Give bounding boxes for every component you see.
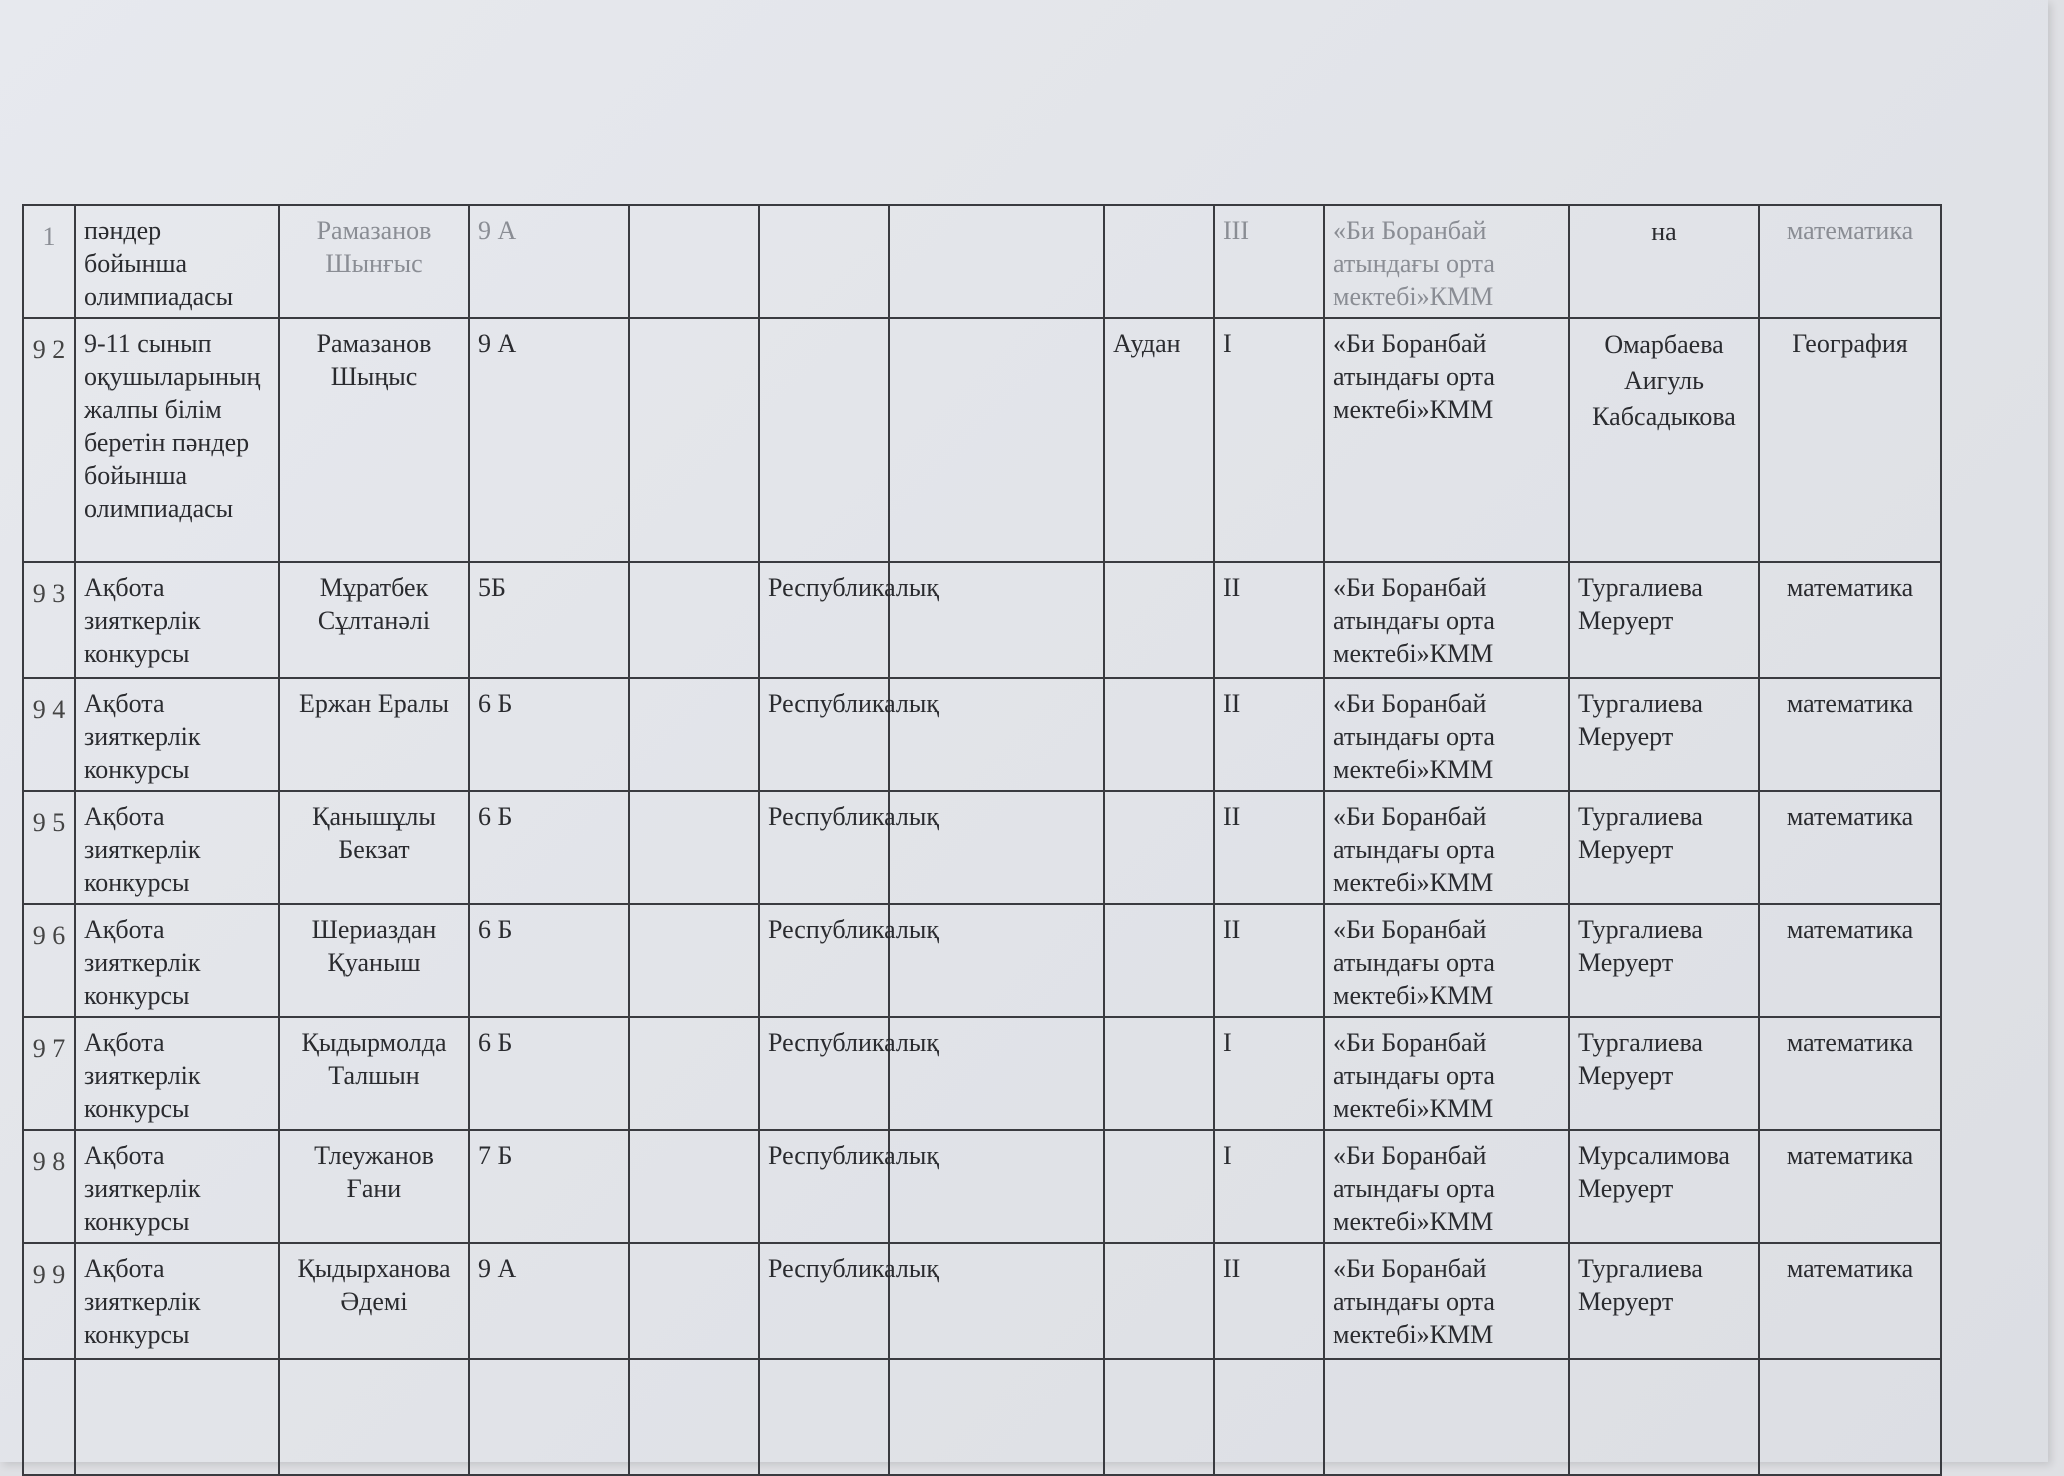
table-row (23, 791, 1941, 904)
school-cell: «Би Боранбай атындағы орта мектебі»КММ (1324, 904, 1569, 1017)
grade-cell: 6 Б (469, 1017, 629, 1130)
competition-cell: Ақбота зияткерлік конкурсы (75, 1130, 279, 1243)
grade-cell: 5Б (469, 562, 629, 678)
table-row (23, 318, 1941, 562)
teacher-cell (1569, 1359, 1759, 1475)
level2-cell (1104, 678, 1214, 791)
school-cell: «Би Боранбай атындағы орта мектебі»КММ (1324, 1017, 1569, 1130)
level2-cell (1104, 562, 1214, 678)
row-number: 9 8 (23, 1130, 75, 1243)
teacher-cell: Мурсалимова Меруерт (1569, 1130, 1759, 1243)
empty-cell (629, 1017, 759, 1130)
place-cell: ІІІ (1214, 205, 1324, 318)
empty-cell (889, 205, 1104, 318)
empty-cell (629, 318, 759, 562)
student-name: Ержан Ералы (279, 678, 469, 791)
subject-cell: математика (1759, 678, 1941, 791)
student-name: Рамазанов Шынғыс (279, 205, 469, 318)
subject-cell: математика (1759, 904, 1941, 1017)
empty-cell (1104, 205, 1214, 318)
school-cell (1324, 1359, 1569, 1475)
student-name: Шериаздан Қуаныш (279, 904, 469, 1017)
row-number: 9 9 (23, 1243, 75, 1359)
place-cell: ІІ (1214, 562, 1324, 678)
row-number: 9 2 (23, 318, 75, 562)
grade-cell: 7 Б (469, 1130, 629, 1243)
student-name: Қыдырханова Әдемі (279, 1243, 469, 1359)
subject-cell: математика (1759, 562, 1941, 678)
row-number: 1 (23, 205, 75, 318)
table-row-partial (23, 205, 1941, 318)
empty-cell (889, 1359, 1104, 1475)
student-name: Рамазанов Шыңыс (279, 318, 469, 562)
table-row (23, 678, 1941, 791)
grade-cell: 6 Б (469, 678, 629, 791)
school-cell: «Би Боранбай атындағы орта мектебі»КММ (1324, 678, 1569, 791)
empty-cell (629, 1359, 759, 1475)
results-table (22, 204, 1942, 1476)
subject-cell: математика (1759, 791, 1941, 904)
subject-cell: математика (1759, 205, 1941, 318)
level2-cell (1104, 791, 1214, 904)
subject-cell: математика (1759, 1017, 1941, 1130)
subject-cell: математика (1759, 1243, 1941, 1359)
competition-cell: Ақбота зияткерлік конкурсы (75, 562, 279, 678)
place-cell: І (1214, 1017, 1324, 1130)
competition-cell: Ақбота зияткерлік конкурсы (75, 1243, 279, 1359)
student-name: Мұратбек Сұлтанәлі (279, 562, 469, 678)
level-cell: Республикалық (759, 791, 889, 904)
grade-cell: 9 А (469, 205, 629, 318)
level-cell (759, 318, 889, 562)
grade-cell: 9 А (469, 1243, 629, 1359)
row-number: 9 7 (23, 1017, 75, 1130)
row-number: 9 3 (23, 562, 75, 678)
school-cell: «Би Боранбай атындағы орта мектебі»КММ (1324, 205, 1569, 318)
level-cell (759, 1359, 889, 1475)
row-number: 9 4 (23, 678, 75, 791)
place-cell: ІІ (1214, 1243, 1324, 1359)
empty-cell (629, 791, 759, 904)
empty-cell (629, 904, 759, 1017)
table-row (23, 1243, 1941, 1359)
empty-cell (629, 1130, 759, 1243)
subject-cell (1759, 1359, 1941, 1475)
row-number: 9 6 (23, 904, 75, 1017)
school-cell: «Би Боранбай атындағы орта мектебі»КММ (1324, 318, 1569, 562)
school-cell: «Би Боранбай атындағы орта мектебі»КММ (1324, 1243, 1569, 1359)
row-number: 9 5 (23, 791, 75, 904)
empty-cell (629, 562, 759, 678)
grade-cell: 9 А (469, 318, 629, 562)
empty-cell (889, 318, 1104, 562)
grade-cell: 6 Б (469, 791, 629, 904)
teacher-cell: Тургалиева Меруерт (1569, 562, 1759, 678)
competition-cell: Ақбота зияткерлік конкурсы (75, 678, 279, 791)
table-row (23, 904, 1941, 1017)
place-cell: ІІ (1214, 904, 1324, 1017)
empty-cell (629, 1243, 759, 1359)
empty-cell (629, 678, 759, 791)
level-cell: Республикалық (759, 1243, 889, 1359)
empty-cell (759, 205, 889, 318)
subject-cell: География (1759, 318, 1941, 562)
level2-cell (1104, 1359, 1214, 1475)
teacher-cell: на (1569, 205, 1759, 318)
level2-cell (1104, 1017, 1214, 1130)
grade-cell (469, 1359, 629, 1475)
level-cell: Республикалық (759, 1130, 889, 1243)
level-cell: Республикалық (759, 1017, 889, 1130)
place-cell (1214, 1359, 1324, 1475)
level2-cell (1104, 1130, 1214, 1243)
teacher-cell: Тургалиева Меруерт (1569, 1243, 1759, 1359)
table-row (23, 1359, 1941, 1475)
table-row (23, 1017, 1941, 1130)
level2-cell (1104, 1243, 1214, 1359)
student-name (279, 1359, 469, 1475)
level2-cell (1104, 904, 1214, 1017)
grade-cell: 6 Б (469, 904, 629, 1017)
competition-cell: пәндер бойынша олимпиадасы (75, 205, 279, 318)
teacher-cell: Тургалиева Меруерт (1569, 678, 1759, 791)
level2-cell: Аудан (1104, 318, 1214, 562)
empty-cell (629, 205, 759, 318)
place-cell: І (1214, 1130, 1324, 1243)
level-cell: Республикалық (759, 562, 889, 678)
school-cell: «Би Боранбай атындағы орта мектебі»КММ (1324, 562, 1569, 678)
student-name: Қанышұлы Бекзат (279, 791, 469, 904)
subject-cell: математика (1759, 1130, 1941, 1243)
teacher-cell: Тургалиева Меруерт (1569, 904, 1759, 1017)
place-cell: І (1214, 318, 1324, 562)
teacher-cell: Омарбаева Аигуль Кабсадыкова (1569, 318, 1759, 562)
competition-cell: 9-11 сынып оқушыларының жалпы білім беретін пәндер бойынша олимпиадасы (75, 318, 279, 562)
teacher-cell: Тургалиева Меруерт (1569, 1017, 1759, 1130)
teacher-cell: Тургалиева Меруерт (1569, 791, 1759, 904)
row-number (23, 1359, 75, 1475)
table-row (23, 1130, 1941, 1243)
school-cell: «Би Боранбай атындағы орта мектебі»КММ (1324, 791, 1569, 904)
competition-cell: Ақбота зияткерлік конкурсы (75, 1017, 279, 1130)
table-row (23, 562, 1941, 678)
competition-cell: Ақбота зияткерлік конкурсы (75, 791, 279, 904)
place-cell: ІІ (1214, 791, 1324, 904)
competition-cell: Ақбота зияткерлік конкурсы (75, 904, 279, 1017)
school-cell: «Би Боранбай атындағы орта мектебі»КММ (1324, 1130, 1569, 1243)
competition-cell (75, 1359, 279, 1475)
student-name: Тлеужанов Ғани (279, 1130, 469, 1243)
level-cell: Республикалық (759, 904, 889, 1017)
level-cell: Республикалық (759, 678, 889, 791)
student-name: Қыдырмолда Талшын (279, 1017, 469, 1130)
place-cell: ІІ (1214, 678, 1324, 791)
